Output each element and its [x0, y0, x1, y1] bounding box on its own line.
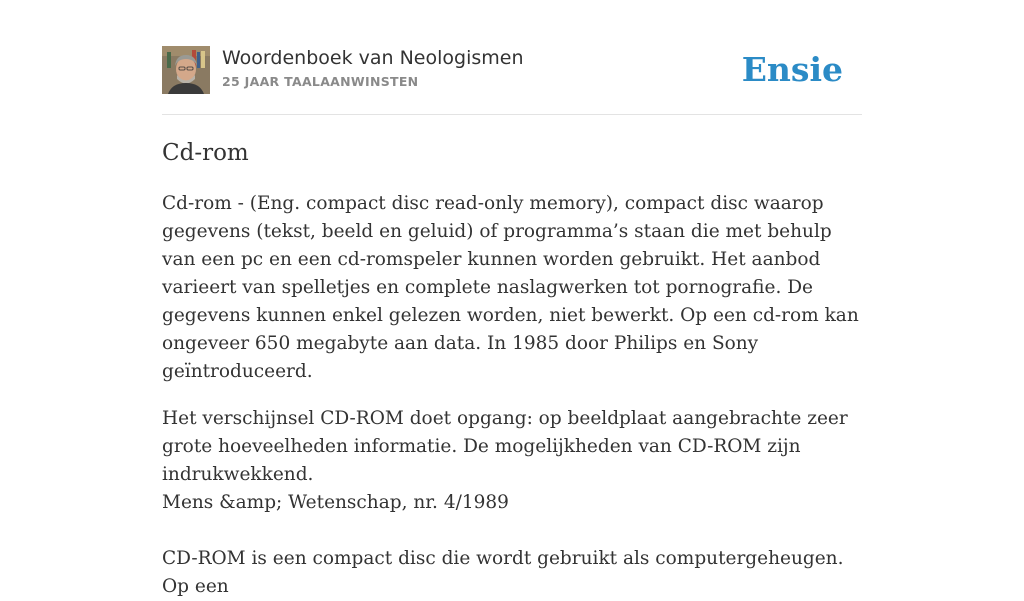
- brand-logo[interactable]: Ensie: [741, 50, 843, 89]
- entry-paragraph: CD-ROM is een compact disc die wordt gebruikt als computergeheugen. Op een: [162, 548, 844, 597]
- avatar-portrait-icon: [162, 46, 210, 94]
- entry-body: [162, 190, 862, 601]
- avatar[interactable]: [162, 46, 210, 94]
- entry-paragraph: Cd-rom - (Eng. compact disc read-only memory), compact disc waarop gegevens (tekst, beeld en geluid) of programma’s staan die met behulp van een pc en een cd-romspeler kunnen worden gebruikt. Het aanbod varieert van spelletjes en complete naslagwerken tot pornografie. De gegevens kunnen enkel gelezen worden, niet bewerkt. Op een cd-rom kan ongeveer 650 megabyte aan data. In 1985 door Philips en Sony geïntroduceerd.: [162, 193, 859, 382]
- publisher-name[interactable]: Woordenboek van Neologismen: [222, 47, 524, 69]
- header: [162, 46, 862, 115]
- entry-source: Mens &amp; Wetenschap, nr. 4/1989: [162, 492, 509, 513]
- publisher-tagline: 25 JAAR TAALAANWINSTEN: [222, 74, 419, 89]
- entry-quote: Het verschijnsel CD-ROM doet opgang: op beeldplaat aangebrachte zeer grote hoeveelheden informatie. De mogelijkheden van CD-ROM zijn indrukwekkend.: [162, 408, 848, 485]
- entry-title: Cd-rom: [162, 140, 249, 166]
